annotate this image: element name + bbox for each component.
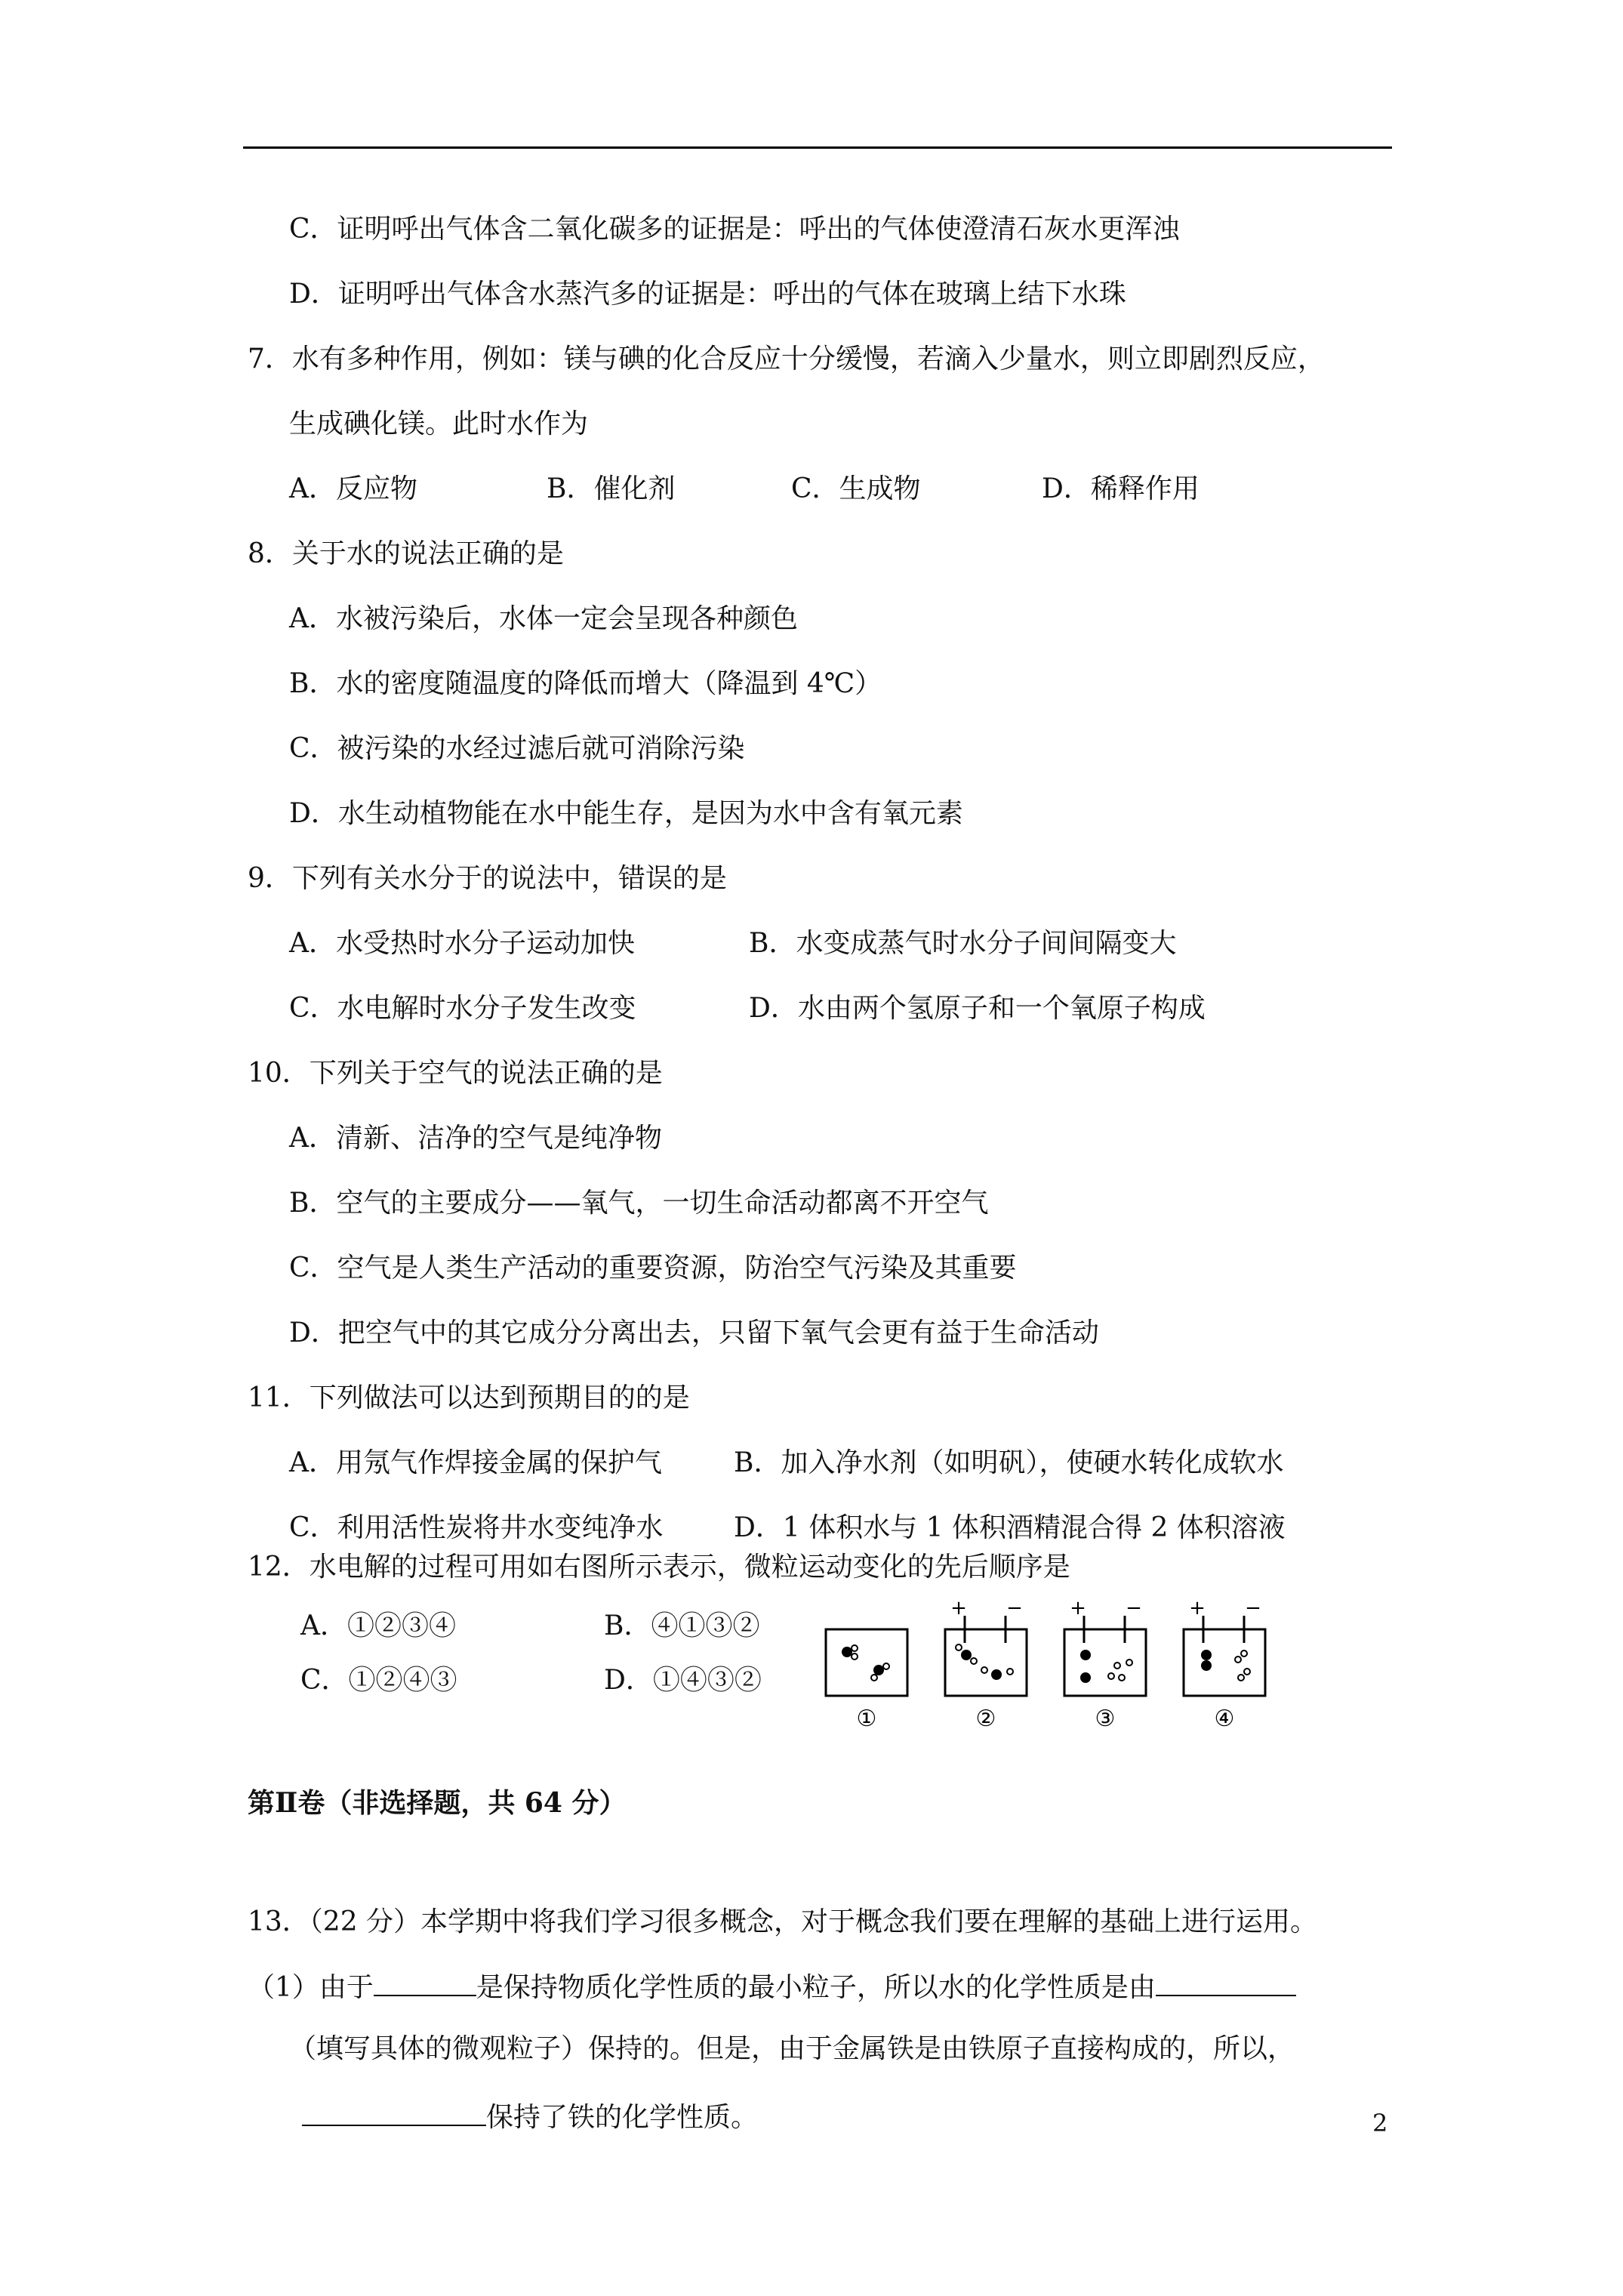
hydrogen-molecule-atom <box>1241 1650 1247 1657</box>
q10-option-a: A．清新、洁净的空气是纯净物 <box>289 1123 662 1154</box>
header-rule <box>243 146 1392 149</box>
q9-option-b: B．水变成蒸气时水分子间间隔变大 <box>749 928 1177 959</box>
answer-blank-1[interactable] <box>374 1965 476 1996</box>
hydrogen-atom <box>1114 1663 1120 1669</box>
minus-sign: − <box>1245 1597 1261 1620</box>
q13-part1-suffix: 保持了铁的化学性质。 <box>486 2102 759 2133</box>
diagram-label-2: ② <box>975 1706 996 1732</box>
q9-option-d: D．水由两个氢原子和一个氧原子构成 <box>749 993 1206 1024</box>
q12-option-d: D．①④③② <box>604 1665 762 1696</box>
plus-sign: + <box>1189 1597 1206 1620</box>
oxygen-atom <box>961 1650 972 1660</box>
q10-option-b: B．空气的主要成分——氧气，一切生命活动都离不开空气 <box>289 1188 989 1219</box>
q7-stem-line1: 7．水有多种作用，例如：镁与碘的化合反应十分缓慢，若滴入少量水，则立即剧烈反应， <box>248 344 1325 374</box>
q8-option-a: A．水被污染后，水体一定会呈现各种颜色 <box>289 603 798 634</box>
oxygen-atom <box>842 1647 852 1657</box>
q13-part1-line1 <box>248 1965 1296 2008</box>
diagram-box-3 <box>1064 1597 1146 1732</box>
hydrogen-molecule-atom <box>1244 1669 1250 1675</box>
q13-part1-line2: （填写具体的微观粒子）保持的。但是，由于金属铁是由铁原子直接构成的，所以， <box>289 2033 1295 2064</box>
oxygen-molecule-atom <box>1201 1650 1212 1660</box>
q7-option-c: C．生成物 <box>791 473 921 504</box>
diagram-label-4: ④ <box>1214 1706 1235 1732</box>
hydrogen-atom <box>1007 1669 1013 1675</box>
q11-option-a: A．用氖气作焊接金属的保护气 <box>289 1447 662 1478</box>
page-number: 2 <box>1372 2109 1388 2137</box>
diagram-box-1 <box>826 1629 907 1732</box>
diagram-box-4 <box>1184 1597 1265 1732</box>
q10-option-c: C．空气是人类生产活动的重要资源，防治空气污染及其重要 <box>289 1253 1017 1284</box>
q13-part1-line3 <box>302 2094 758 2137</box>
q11-stem: 11．下列做法可以达到预期目的的是 <box>248 1382 690 1413</box>
q8-option-b: B．水的密度随温度的降低而增大（降温到 4℃） <box>289 668 882 699</box>
answer-blank-3[interactable] <box>302 2094 486 2126</box>
diagram-label-3: ③ <box>1095 1706 1116 1732</box>
q8-option-c: C．被污染的水经过滤后就可消除污染 <box>289 733 745 764</box>
q10-option-d: D．把空气中的其它成分分离出去，只留下氧气会更有益于生命活动 <box>289 1318 1099 1348</box>
q9-option-a: A．水受热时水分子运动加快 <box>289 928 635 959</box>
q7-option-b: B．催化剂 <box>547 473 676 504</box>
hydrogen-molecule-atom <box>1238 1675 1244 1681</box>
q8-option-d: D．水生动植物能在水中能生存，是因为水中含有氧元素 <box>289 798 963 829</box>
minus-sign: − <box>1006 1597 1023 1620</box>
q8-stem: 8．关于水的说法正确的是 <box>248 538 564 569</box>
q12-option-b: B．④①③② <box>604 1610 760 1641</box>
q12-option-a: A．①②③④ <box>300 1610 456 1641</box>
oxygen-molecule-atom <box>1201 1660 1212 1671</box>
hydrogen-atom <box>1108 1673 1114 1679</box>
q6-option-d: D．证明呼出气体含水蒸汽多的证据是：呼出的气体在玻璃上结下水珠 <box>289 279 1126 310</box>
diagram-box-2 <box>945 1597 1027 1732</box>
diagram-label-1: ① <box>856 1706 877 1732</box>
q13-part1-prefix: （1）由于 <box>248 1972 374 2003</box>
q11-option-d: D．1 体积水与 1 体积酒精混合得 2 体积溶液 <box>734 1512 1286 1543</box>
hydrogen-atom <box>852 1645 858 1651</box>
q12-stem: 12．水电解的过程可用如右图所示表示，微粒运动变化的先后顺序是 <box>248 1552 1070 1583</box>
q9-stem: 9．下列有关水分于的说法中，错误的是 <box>248 863 727 894</box>
hydrogen-atom <box>852 1653 858 1660</box>
q12-option-c: C．①②④③ <box>300 1665 457 1696</box>
electrolysis-diagram <box>821 1597 1274 1737</box>
hydrogen-atom <box>971 1658 977 1664</box>
minus-sign: − <box>1126 1597 1142 1620</box>
q9-option-c: C．水电解时水分子发生改变 <box>289 993 636 1024</box>
hydrogen-atom <box>956 1644 962 1650</box>
oxygen-atom <box>1080 1650 1091 1660</box>
hydrogen-atom <box>871 1675 877 1681</box>
hydrogen-atom <box>1126 1660 1132 1666</box>
plus-sign: + <box>1070 1597 1086 1620</box>
hydrogen-atom <box>981 1667 987 1673</box>
q7-option-d: D．稀释作用 <box>1042 473 1200 504</box>
q11-option-c: C．利用活性炭将井水变纯净水 <box>289 1512 664 1543</box>
oxygen-atom <box>991 1669 1002 1680</box>
q11-option-b: B．加入净水剂（如明矾），使硬水转化成软水 <box>734 1447 1284 1478</box>
oxygen-atom <box>873 1665 884 1675</box>
q13-stem: 13．（22 分）本学期中将我们学习很多概念，对于概念我们要在理解的基础上进行运用。 <box>248 1906 1318 1937</box>
q10-stem: 10．下列关于空气的说法正确的是 <box>248 1058 663 1089</box>
oxygen-atom <box>1080 1672 1091 1683</box>
q13-part1-mid: 是保持物质化学性质的最小粒子，所以水的化学性质是由 <box>476 1972 1156 2003</box>
q6-option-c: C．证明呼出气体含二氧化碳多的证据是：呼出的气体使澄清石灰水更浑浊 <box>289 214 1180 245</box>
hydrogen-atom <box>1119 1675 1125 1681</box>
hydrogen-atom <box>883 1663 889 1669</box>
q7-option-a: A．反应物 <box>289 473 417 504</box>
section-title: 第Ⅱ卷（非选择题，共 64 分） <box>248 1787 627 1819</box>
q7-stem-line2: 生成碘化镁。此时水作为 <box>289 408 589 439</box>
plus-sign: + <box>950 1597 967 1620</box>
answer-blank-2[interactable] <box>1156 1965 1296 1996</box>
hydrogen-molecule-atom <box>1235 1657 1241 1663</box>
